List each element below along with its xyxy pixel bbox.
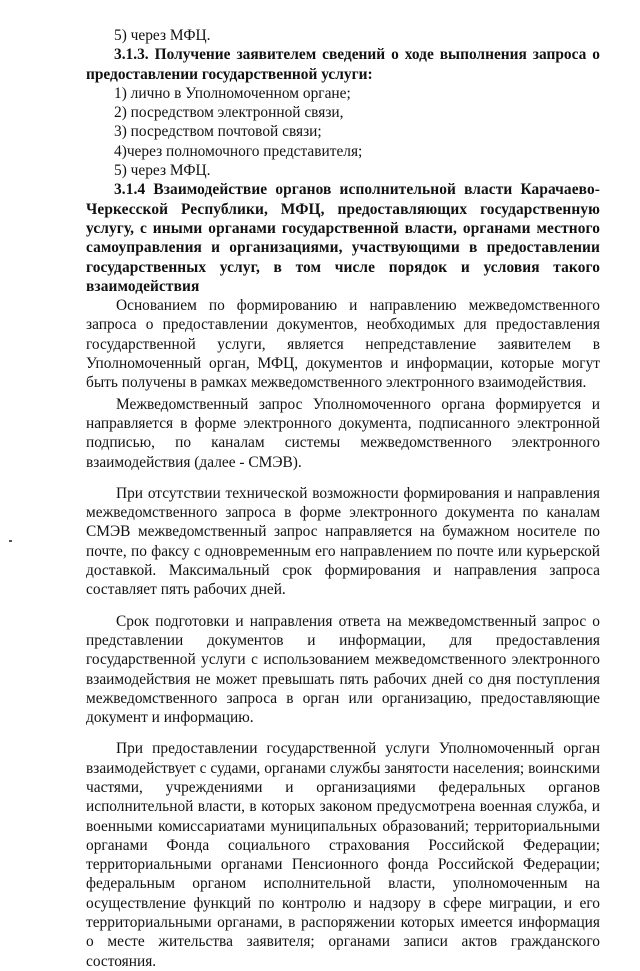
paragraph-paper-request: При отсутствии технической возможности формирования и направления межведомственного запроса в форме электронного документа по каналам СМЭВ межведомственный запрос направляется на бумажном носителе по почте, по факсу с одновременным его направлением по почте или курьерской доставкой. Максимальный срок формирования и направления запроса составляет пять рабочих дней. (86, 484, 600, 599)
list-item: 3) посредством почтовой связи; (114, 123, 322, 141)
paragraph-electronic-request: Межведомственный запрос Уполномоченного органа формируется и направляется в форме электронного документа, подписанного электронной подписью, по каналам системы межведомственного электронного взаимодействия (далее - СМЭВ). (86, 395, 600, 471)
list-item-5-mfc: 5) через МФЦ. (114, 27, 211, 44)
section-3-1-3-heading: 3.1.3. Получение заявителем сведений о ходе выполнения запроса о предоставлении государственной услуги: (86, 46, 600, 83)
section-3-1-4-heading: 3.1.4 Взаимодействие органов исполнительной власти Карачаево-Черкесской Республики, МФЦ, предоставляющих государственную услугу, с иными органами государственной власти, органами местного самоуправления и организациями, участвующими в предоставлении государственных услуг, в том числе порядок и условия такого взаимодействия (86, 181, 600, 295)
list-item: 4)через полномочного представителя; (114, 142, 363, 160)
list-item: 5) через МФЦ. (114, 162, 211, 180)
document-page (86, 26, 600, 971)
paragraph-interaction-bodies: При предоставлении государственной услуги Уполномоченный орган взаимодействует с судами, органами службы занятости населения; воинскими частями, учреждениями и организациями федеральных органов исполнительной власти, в которых законом предусмотрена военная служба, и военными комиссариатами муниципальных образований; территориальными органами Фонда социального страхования Российской Федерации; территориальными органами Пенсионного фонда Российской Федерации; федеральным органом исполнительной власти, уполномоченным на осуществление функций по контролю и надзору в сфере миграции, и его территориальными органами, в распоряжении которых имеется информация о месте жительства заявителя; органами записи актов гражданского состояния. (86, 740, 600, 970)
paragraph-basis: Основанием по формированию и направлению межведомственного запроса о предоставлении документов, необходимых для предоставления государственной услуги, является непредставление заявителем в Уполномоченный орган, МФЦ, документов и информации, которые могут быть получены в рамках межведомственного электронного взаимодействия. (86, 297, 600, 392)
scan-speck (9, 540, 12, 542)
list-item: 2) посредством электронной связи, (114, 104, 344, 122)
section-3-1-3-list (86, 84, 600, 180)
paragraph-response-deadline: Срок подготовки и направления ответа на межведомственный запрос о представлении документов и информации, для предоставления государственной услуги с использованием межведомственного электронного взаимодействия не может превышать пять рабочих дней со дня поступления межведомственного запроса в орган или организацию, предоставляющие документ и информацию. (86, 612, 600, 727)
list-item: 1) лично в Уполномоченном органе; (114, 84, 351, 102)
